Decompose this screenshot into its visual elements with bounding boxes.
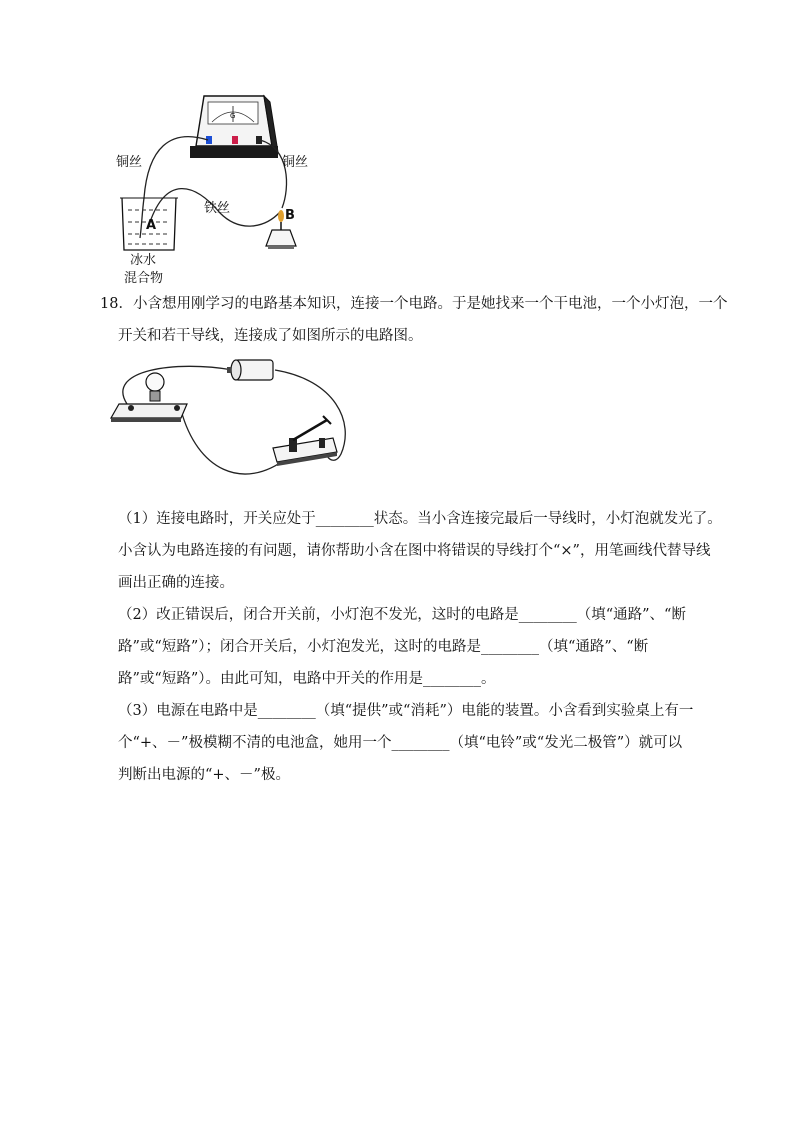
wire-bulb-to-battery [123,366,233,404]
svg-text:G: G [230,112,236,120]
part-3-line-3: 判断出电源的“+、－”极。 [118,767,290,783]
galvanometer [190,96,278,158]
point-a-label: A [146,218,157,233]
knife-switch [273,416,337,466]
circuit-figure [105,352,365,500]
part-2-line-3: 路”或“短路”）。由此可知，电路中开关的作用是________。 [118,671,496,687]
part-3-line-1: （3）电源在电路中是________（填“提供”或“消耗”）电能的装置。小含看到实验桌上有一 [118,703,694,719]
part-2-line-2: 路”或“短路”）；闭合开关后，小灯泡发光，这时的电路是________（填“通路”、“断 [118,639,649,655]
copper-label-right: 铜丝 [282,155,309,170]
part-1-line-1: （1）连接电路时，开关应处于________状态。当小含连接完最后一导线时，小灯泡就发光了。 [118,511,722,527]
part-1-line-2: 小含认为电路连接的有问题，请你帮助小含在图中将错误的导线打个“×”，用笔画线代替导线 [118,543,711,559]
copper-label-left: 铜丝 [116,155,143,170]
beaker-label-1: 冰水 [130,253,157,268]
bulb-on-base [111,373,187,422]
beaker-label-2: 混合物 [124,271,164,286]
point-b-label: B [285,208,295,223]
part-2-line-1: （2）改正错误后，闭合开关前，小灯泡不发光，这时的电路是________（填“通路”、“断 [118,607,686,623]
iron-label: 铁丝 [204,201,231,216]
part-1-line-3: 画出正确的连接。 [118,575,234,591]
battery [227,360,273,380]
q18-line-2: 开关和若干导线，连接成了如图所示的电路图。 [118,328,423,344]
part-3-line-2: 个“+、－”极模糊不清的电池盒，她用一个________（填“电铃”或“发光二极管”）就可以 [118,735,683,751]
q18-line-1: 18．小含想用刚学习的电路基本知识，连接一个电路。于是她找来一个干电池，一个小灯泡，一个 [100,296,728,312]
thermocouple-figure [100,88,340,288]
wire-bulb-to-switch [181,410,287,474]
